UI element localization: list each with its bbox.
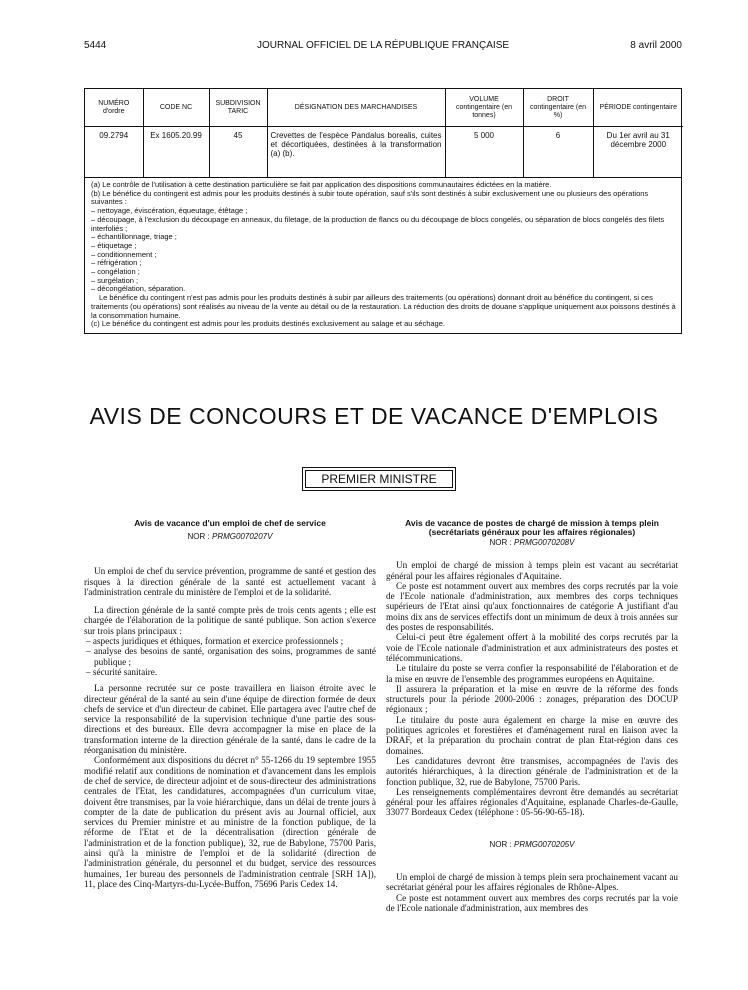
paragraph: Un emploi de chef du service prévention, programme de santé et gestion des risques à la direction générale de la santé est actuellement vacant à l'administration centrale du ministère de l'emploi et de la solidarité. — [84, 566, 376, 597]
ministry-name: PREMIER MINISTRE — [305, 470, 453, 488]
table-notes — [85, 177, 681, 333]
left-column — [84, 519, 376, 889]
table-row — [85, 127, 683, 178]
list-item: – découpage, à l'exclusion du découpage en anneaux, du filetage, de la production de flancs ou du découpage de blocs congelés, ou séparation de blocs congelés des filets interfoliés ; — [91, 214, 665, 233]
nor-code: PRMG0070205V — [513, 839, 575, 849]
section-title: AVIS DE CONCOURS ET DE VACANCE D'EMPLOIS — [89, 403, 659, 429]
left-list — [84, 636, 376, 677]
header-droit: DROIT contingentaire (en %) — [523, 89, 593, 127]
paragraph: Un emploi de chargé de mission à temps plein est vacant au secrétariat général pour les affaires régionales d'Aquitaine. — [386, 560, 678, 581]
header-periode: PÉRIODE contingentaire — [593, 89, 683, 127]
left-nor — [84, 532, 376, 542]
note-b-tail: Le bénéfice du contingent n'est pas admis pour les produits destinés à subir par ailleurs des traitements (ou opérations) donnant droit au bénéfice du contingent, si ces traitements (ou opérations) sont réalisés au niveau de la vente au détail ou de la restauration. La réduction des droits de douane s'applique uniquement aux poissons destinés à la consommation humaine. — [91, 293, 676, 320]
page-header — [84, 40, 682, 54]
nor-code: PRMG0070207V — [211, 532, 273, 541]
note-c: (c) Le bénéfice du contingent est admis pour les produits destinés exclusivement au salage et au séchage. — [91, 319, 445, 329]
paragraph: Un emploi de chargé de mission à temps plein sera prochainement vacant au secrétariat général pour les affaires régionales de Rhône-Alpes. — [386, 872, 678, 893]
paragraph: La direction générale de la santé compte près de trois cents agents ; elle est chargée de l'élaboration de la politique de santé publique. Son action s'exerce sur trois plans principaux : — [84, 605, 376, 636]
paragraph: Les candidatures devront être transmises, accompagnées de l'avis des autorités hiérarchiques, à la direction générale de l'administration et de la fonction publique, 32, rue de Babylone, 75700 Paris. — [386, 755, 678, 787]
list-item: – décongélation, séparation. — [91, 284, 186, 294]
list-item: – aspects juridiques et éthiques, formation et exercice professionnels ; — [86, 636, 344, 647]
paragraph: La personne recrutée sur ce poste travaillera en liaison étroite avec le directeur général de la santé au sein d'une équipe de direction formée de deux chefs de service et d'un directeur de cabinet. Elle partagera avec l'autre chef de service la responsabilité de la supervision technique d'une partie des sous-directions et des bureaux. Elle devra accompagner la mise en place de la transformation interne de la direction générale de la santé, dans le cadre de la réorganisation du ministère. — [84, 683, 376, 756]
cell-subdivision: 45 — [209, 127, 267, 178]
paragraph: Le titulaire du poste se verra confier la responsabilité de l'élaboration et de la mise en œuvre de l'ensemble des programmes européens en Aquitaine. — [386, 663, 678, 684]
list-item: – réfrigération ; — [91, 258, 142, 268]
paragraph: Celui-ci peut être également offert à la mobilité des corps recrutés par la voie de l'Ecole nationale d'administration et aux administrateurs des postes et télécommunications. — [386, 632, 678, 663]
note-b: (b) Le bénéfice du contingent est admis pour les produits destinés à subir toute opération, sauf s'ils sont destinés à subir exclusivement une ou plusieurs des opérations suivantes : — [91, 188, 649, 207]
nor-code: PRMG0070208V — [513, 538, 575, 547]
right-notice-title: Avis de vacance de postes de chargé de mission à temps plein (secrétariats généraux pour les affaires régionales) — [405, 518, 659, 537]
tariff-quota-table — [84, 88, 682, 334]
list-item: – sécurité sanitaire. — [86, 666, 158, 677]
list-item: – surgélation ; — [91, 275, 139, 285]
cell-designation: Crevettes de l'espèce Pandalus borealis, cuites et décortiquées, destinées à la transformation (a) (b). — [267, 127, 445, 178]
table-header-row — [85, 89, 683, 127]
list-item: – conditionnement ; — [91, 249, 157, 259]
left-notice-title: Avis de vacance d'un emploi de chef de service — [134, 518, 326, 528]
cell-droit: 6 — [523, 127, 593, 178]
cell-periode: Du 1er avril au 31 décembre 2000 — [606, 131, 670, 149]
list-item: – étiquetage ; — [91, 240, 137, 250]
nor-label: NOR : — [187, 532, 210, 541]
nor-label: NOR : — [489, 839, 512, 849]
list-item: – analyse des besoins de santé, organisation des soins, programmes de santé publique ; — [86, 646, 376, 667]
cell-numero: 09.2794 — [85, 127, 143, 178]
header-designation: DÉSIGNATION DES MARCHANDISES — [267, 89, 445, 127]
right-nor — [386, 538, 678, 548]
cell-volume: 5 000 — [445, 127, 523, 178]
note-b-list — [91, 207, 677, 294]
page-number: 5444 — [84, 40, 107, 51]
ministry-box — [302, 467, 456, 491]
paragraph: Les renseignements complémentaires devront être demandés au secrétariat général pour les affaires régionales d'Aquitaine, esplanade Charles-de-Gaulle, 33077 Bordeaux Cedex (téléphone : 05-56-90-65-18). — [386, 786, 678, 818]
note-a: (a) Le contrôle de l'utilisation à cette destination particulière se fait par application des dispositions communautaires édictées en la matière. — [91, 180, 552, 189]
paragraph: Il assurera la préparation et la mise en œuvre de la réforme des fonds structurels pour la période 2000-2006 : zonages, préparation des DOCUP régionaux ; — [386, 683, 678, 715]
right-column — [386, 519, 678, 913]
cell-code-nc: Ex 1605.20.99 — [143, 127, 209, 178]
paragraph: Conformément aux dispositions du décret n° 55-1266 du 19 septembre 1955 modifié relatif aux conditions de nomination et d'avancement dans les emplois de chef de service, de directeur adjoint et de sous-directeur des administrations centrales de l'Etat, les candidatures, accompagnées d'un curriculum vitae, doivent être transmises, par la voie hiérarchique, dans un délai de trente jours à compter de la date de publication du présent avis au Journal officiel, aux services du Premier ministre et au ministre de la fonction publique, de la réforme de l'Etat et de la décentralisation (direction générale de l'administration et de la fonction publique), 32, rue de Babylone, 75700 Paris, ainsi qu'à la ministre de l'emploi et de la solidarité (direction de l'administration générale, du personnel et du budget, service des ressources humaines, 1er bureau des personnels de l'administration centrale [SRH 1A]), 11, place des Cinq-Martyrs-du-Lycée-Buffon, 75696 Paris Cedex 14. — [84, 755, 376, 889]
paragraph: Ce poste est notamment ouvert aux membres des corps recrutés par la voie de l'Ecole nationale d'administration, aux membres des corps techniques supérieurs de l'Etat ainsi qu'aux fonctionnaires de catégorie A justifiant d'au moins dix ans de services effectifs dont un minimum de deux à trois années sur des postes de responsabilités. — [386, 580, 678, 633]
list-item: – congélation ; — [91, 267, 140, 277]
paragraph: Ce poste est notamment ouvert aux membres des corps recrutés par la voie de l'Ecole nationale d'administration, aux membres des — [386, 892, 678, 913]
right-nor-2 — [386, 840, 678, 850]
nor-label: NOR : — [489, 538, 512, 547]
header-numero: NUMÉRO d'ordre — [85, 89, 143, 127]
header-subdivision: SUBDIVISION TARIC — [209, 89, 267, 127]
journal-title: JOURNAL OFFICIEL DE LA RÉPUBLIQUE FRANÇAISE — [256, 40, 510, 51]
header-volume: VOLUME contingentaire (en tonnes) — [445, 89, 523, 127]
list-item: – nettoyage, éviscération, équeutage, étêtage ; — [91, 206, 248, 216]
issue-date: 8 avril 2000 — [630, 40, 682, 51]
list-item: – échantillonnage, triage ; — [91, 232, 177, 242]
header-code-nc: CODE NC — [143, 89, 209, 127]
paragraph: Le titulaire du poste aura également en charge la mise en œuvre des politiques agricoles et forestières et d'aménagement rural en liaison avec la DRAF, et la préparation du prochain contrat de plan Etat-région dans ces domaines. — [386, 714, 678, 756]
